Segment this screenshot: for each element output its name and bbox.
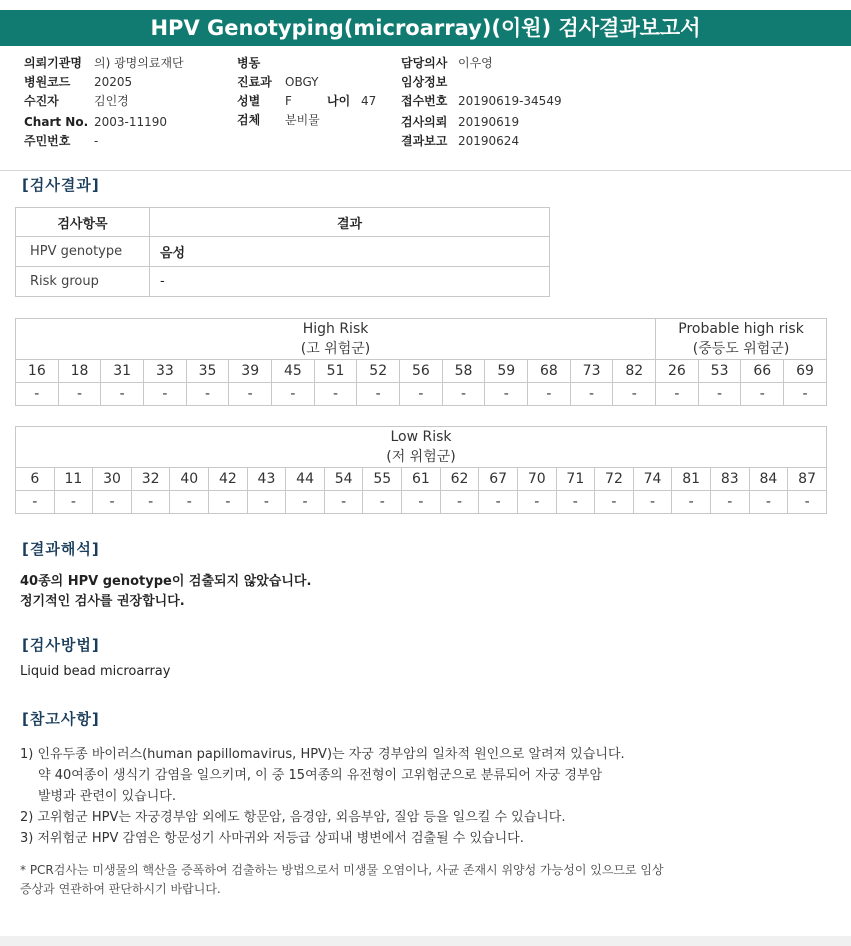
probable-risk-label: Probable high risk — [678, 321, 804, 337]
header-label: 성별 — [237, 94, 261, 108]
genotype-cell: 33 — [144, 360, 187, 383]
genotype-result-cell: - — [633, 491, 672, 514]
genotype-cell: 42 — [209, 468, 248, 491]
genotype-result-cell: - — [16, 383, 59, 406]
header-label: 임상정보 — [401, 75, 448, 89]
interpretation-line: 정기적인 검사를 권장합니다. — [20, 594, 185, 609]
genotype-result-cell: - — [672, 491, 711, 514]
genotype-result-cell: - — [402, 491, 441, 514]
header-value: - — [94, 134, 99, 148]
header-value: 이우영 — [458, 56, 493, 70]
section-title-method: [검사방법] — [22, 636, 100, 654]
reference-line: 약 40여종이 생식기 감염을 일으키며, 이 중 15여종의 유전형이 고위험군으로 분류되어 자궁 경부암 — [38, 768, 603, 783]
table-row — [16, 468, 827, 491]
low-risk-group-header — [16, 427, 827, 468]
genotype-cell: 74 — [633, 468, 672, 491]
header-value: 김인경 — [94, 94, 129, 108]
genotype-cell: 53 — [698, 360, 741, 383]
header-value: 분비물 — [285, 113, 320, 127]
header-row — [24, 132, 98, 150]
genotype-cell: 69 — [784, 360, 827, 383]
genotype-result-cell: - — [101, 383, 144, 406]
genotype-result-cell: - — [247, 491, 286, 514]
reference-line: 3) 저위험군 HPV 감염은 항문성기 사마귀와 저등급 상피내 병변에서 검출될 수 있습니다. — [20, 831, 524, 846]
header-label: 진료과 — [237, 75, 272, 89]
genotype-cell: 55 — [363, 468, 402, 491]
genotype-result-cell: - — [54, 491, 93, 514]
genotype-cell: 84 — [749, 468, 788, 491]
table-row — [16, 267, 550, 297]
genotype-cell: 52 — [357, 360, 400, 383]
method-text: Liquid bead microarray — [20, 664, 171, 679]
header-row — [401, 92, 562, 110]
genotype-result-cell: - — [357, 383, 400, 406]
header-label: 병동 — [237, 56, 261, 70]
genotype-cell: 43 — [247, 468, 286, 491]
genotype-cell: 61 — [402, 468, 441, 491]
result-value: - — [150, 267, 550, 297]
genotype-cell: 32 — [131, 468, 170, 491]
table-row — [16, 383, 827, 406]
genotype-cell: 72 — [595, 468, 634, 491]
header-row — [24, 113, 167, 131]
result-col-value: 결과 — [150, 208, 550, 237]
genotype-result-cell: - — [400, 383, 443, 406]
genotype-result-cell: - — [749, 491, 788, 514]
genotype-cell: 66 — [741, 360, 784, 383]
genotype-cell: 11 — [54, 468, 93, 491]
genotype-result-cell: - — [229, 383, 272, 406]
genotype-result-cell: - — [442, 383, 485, 406]
genotype-result-cell: - — [556, 491, 595, 514]
genotype-result-cell: - — [698, 383, 741, 406]
genotype-result-cell: - — [710, 491, 749, 514]
probable-risk-sublabel: (중등도 위험군) — [692, 341, 790, 357]
header-value: 20190619-34549 — [458, 94, 562, 108]
genotype-result-cell: - — [440, 491, 479, 514]
header-row — [401, 73, 458, 91]
high-risk-sublabel: (고 위험군) — [300, 341, 371, 357]
genotype-result-cell: - — [16, 491, 55, 514]
genotype-cell: 81 — [672, 468, 711, 491]
genotype-result-cell: - — [479, 491, 518, 514]
genotype-result-cell: - — [93, 491, 132, 514]
report-title: HPV Genotyping(microarray)(이원) 검사결과보고서 — [0, 10, 851, 46]
result-item: HPV genotype — [16, 237, 150, 267]
table-row — [16, 360, 827, 383]
genotype-cell: 35 — [186, 360, 229, 383]
header-label: 담당의사 — [401, 56, 448, 70]
reference-line: 발병과 관련이 있습니다. — [38, 789, 176, 804]
genotype-result-cell: - — [784, 383, 827, 406]
genotype-cell: 68 — [528, 360, 571, 383]
header-value: 47 — [361, 94, 377, 108]
genotype-cell: 56 — [400, 360, 443, 383]
reference-line: 1) 인유두종 바이러스(human papillomavirus, HPV)는 자궁 경부암의 일차적 원인으로 알려져 있습니다. — [20, 747, 625, 762]
header-row — [237, 92, 376, 110]
header-row — [401, 113, 519, 131]
header-row — [237, 111, 320, 129]
genotype-result-cell: - — [314, 383, 357, 406]
low-risk-sublabel: (저 위험군) — [386, 449, 456, 465]
result-table — [15, 207, 550, 297]
genotype-result-cell: - — [570, 383, 613, 406]
header-label: 결과보고 — [401, 134, 448, 148]
genotype-result-cell: - — [788, 491, 827, 514]
genotype-cell: 45 — [272, 360, 315, 383]
genotype-cell: 67 — [479, 468, 518, 491]
header-row — [401, 54, 493, 72]
low-risk-table — [15, 426, 827, 514]
header-row — [24, 92, 129, 110]
header-row — [24, 54, 184, 72]
header-label: 검사의뢰 — [401, 115, 448, 129]
genotype-result-cell: - — [595, 491, 634, 514]
genotype-cell: 31 — [101, 360, 144, 383]
result-item: Risk group — [16, 267, 150, 297]
table-row — [16, 491, 827, 514]
header-label: 주민번호 — [24, 134, 71, 148]
genotype-cell: 6 — [16, 468, 55, 491]
header-row — [401, 132, 519, 150]
section-title-result: [검사결과] — [22, 176, 100, 194]
genotype-result-cell: - — [528, 383, 571, 406]
genotype-cell: 44 — [286, 468, 325, 491]
genotype-result-cell: - — [186, 383, 229, 406]
genotype-cell: 82 — [613, 360, 656, 383]
header-value: 2003-11190 — [94, 115, 168, 129]
genotype-cell: 39 — [229, 360, 272, 383]
header-row — [237, 54, 285, 72]
header-label: 나이 — [327, 94, 351, 108]
section-title-references: [참고사항] — [22, 710, 100, 728]
footnote-line: 증상과 연관하여 판단하시기 바랍니다. — [20, 882, 221, 896]
result-col-item: 검사항목 — [16, 208, 150, 237]
genotype-result-cell: - — [286, 491, 325, 514]
header-value: F — [285, 94, 292, 108]
footnote-line: * PCR검사는 미생물의 핵산을 증폭하여 검출하는 방법으로서 미생물 오염이나, 사균 존재시 위양성 가능성이 있으므로 임상 — [20, 863, 664, 877]
genotype-result-cell: - — [517, 491, 556, 514]
genotype-cell: 26 — [656, 360, 699, 383]
header-value: 20205 — [94, 75, 133, 89]
interpretation-line: 40종의 HPV genotype이 검출되지 않았습니다. — [20, 574, 312, 589]
genotype-cell: 87 — [788, 468, 827, 491]
section-title-interpretation: [결과해석] — [22, 540, 100, 558]
probable-risk-group-header — [656, 319, 827, 360]
table-row — [16, 237, 550, 267]
genotype-cell: 54 — [324, 468, 363, 491]
high-risk-table — [15, 318, 827, 406]
genotype-cell: 18 — [58, 360, 101, 383]
header-row — [24, 73, 132, 91]
header-value: 20190619 — [458, 115, 520, 129]
high-risk-group-header — [16, 319, 656, 360]
genotype-cell: 58 — [442, 360, 485, 383]
genotype-result-cell: - — [170, 491, 209, 514]
genotype-cell: 73 — [570, 360, 613, 383]
genotype-result-cell: - — [131, 491, 170, 514]
header-value: 의) 광명의료재단 — [94, 56, 184, 70]
header-value: OBGY — [285, 75, 319, 89]
high-risk-label: High Risk — [302, 321, 369, 337]
genotype-cell: 62 — [440, 468, 479, 491]
header-value: 20190624 — [458, 134, 520, 148]
header-label: 수진자 — [24, 94, 59, 108]
patient-header — [0, 46, 851, 171]
genotype-result-cell: - — [613, 383, 656, 406]
header-label: Chart No. — [24, 115, 89, 129]
genotype-result-cell: - — [485, 383, 528, 406]
header-label: 의뢰기관명 — [24, 56, 82, 70]
genotype-cell: 51 — [314, 360, 357, 383]
result-value: 음성 — [150, 237, 550, 267]
genotype-result-cell: - — [741, 383, 784, 406]
genotype-cell: 83 — [710, 468, 749, 491]
reference-line: 2) 고위험군 HPV는 자궁경부암 외에도 항문암, 음경암, 외음부암, 질암 등을 일으킬 수 있습니다. — [20, 810, 566, 825]
header-label: 검체 — [237, 113, 261, 127]
genotype-result-cell: - — [144, 383, 187, 406]
genotype-cell: 16 — [16, 360, 59, 383]
genotype-cell: 59 — [485, 360, 528, 383]
genotype-result-cell: - — [58, 383, 101, 406]
genotype-result-cell: - — [324, 491, 363, 514]
header-label: 접수번호 — [401, 94, 448, 108]
genotype-result-cell: - — [363, 491, 402, 514]
genotype-cell: 30 — [93, 468, 132, 491]
genotype-cell: 40 — [170, 468, 209, 491]
genotype-cell: 71 — [556, 468, 595, 491]
header-row — [237, 73, 319, 91]
genotype-result-cell: - — [209, 491, 248, 514]
genotype-result-cell: - — [656, 383, 699, 406]
header-label: 병원코드 — [24, 75, 71, 89]
genotype-cell: 70 — [517, 468, 556, 491]
genotype-result-cell: - — [272, 383, 315, 406]
low-risk-label: Low Risk — [390, 429, 452, 445]
